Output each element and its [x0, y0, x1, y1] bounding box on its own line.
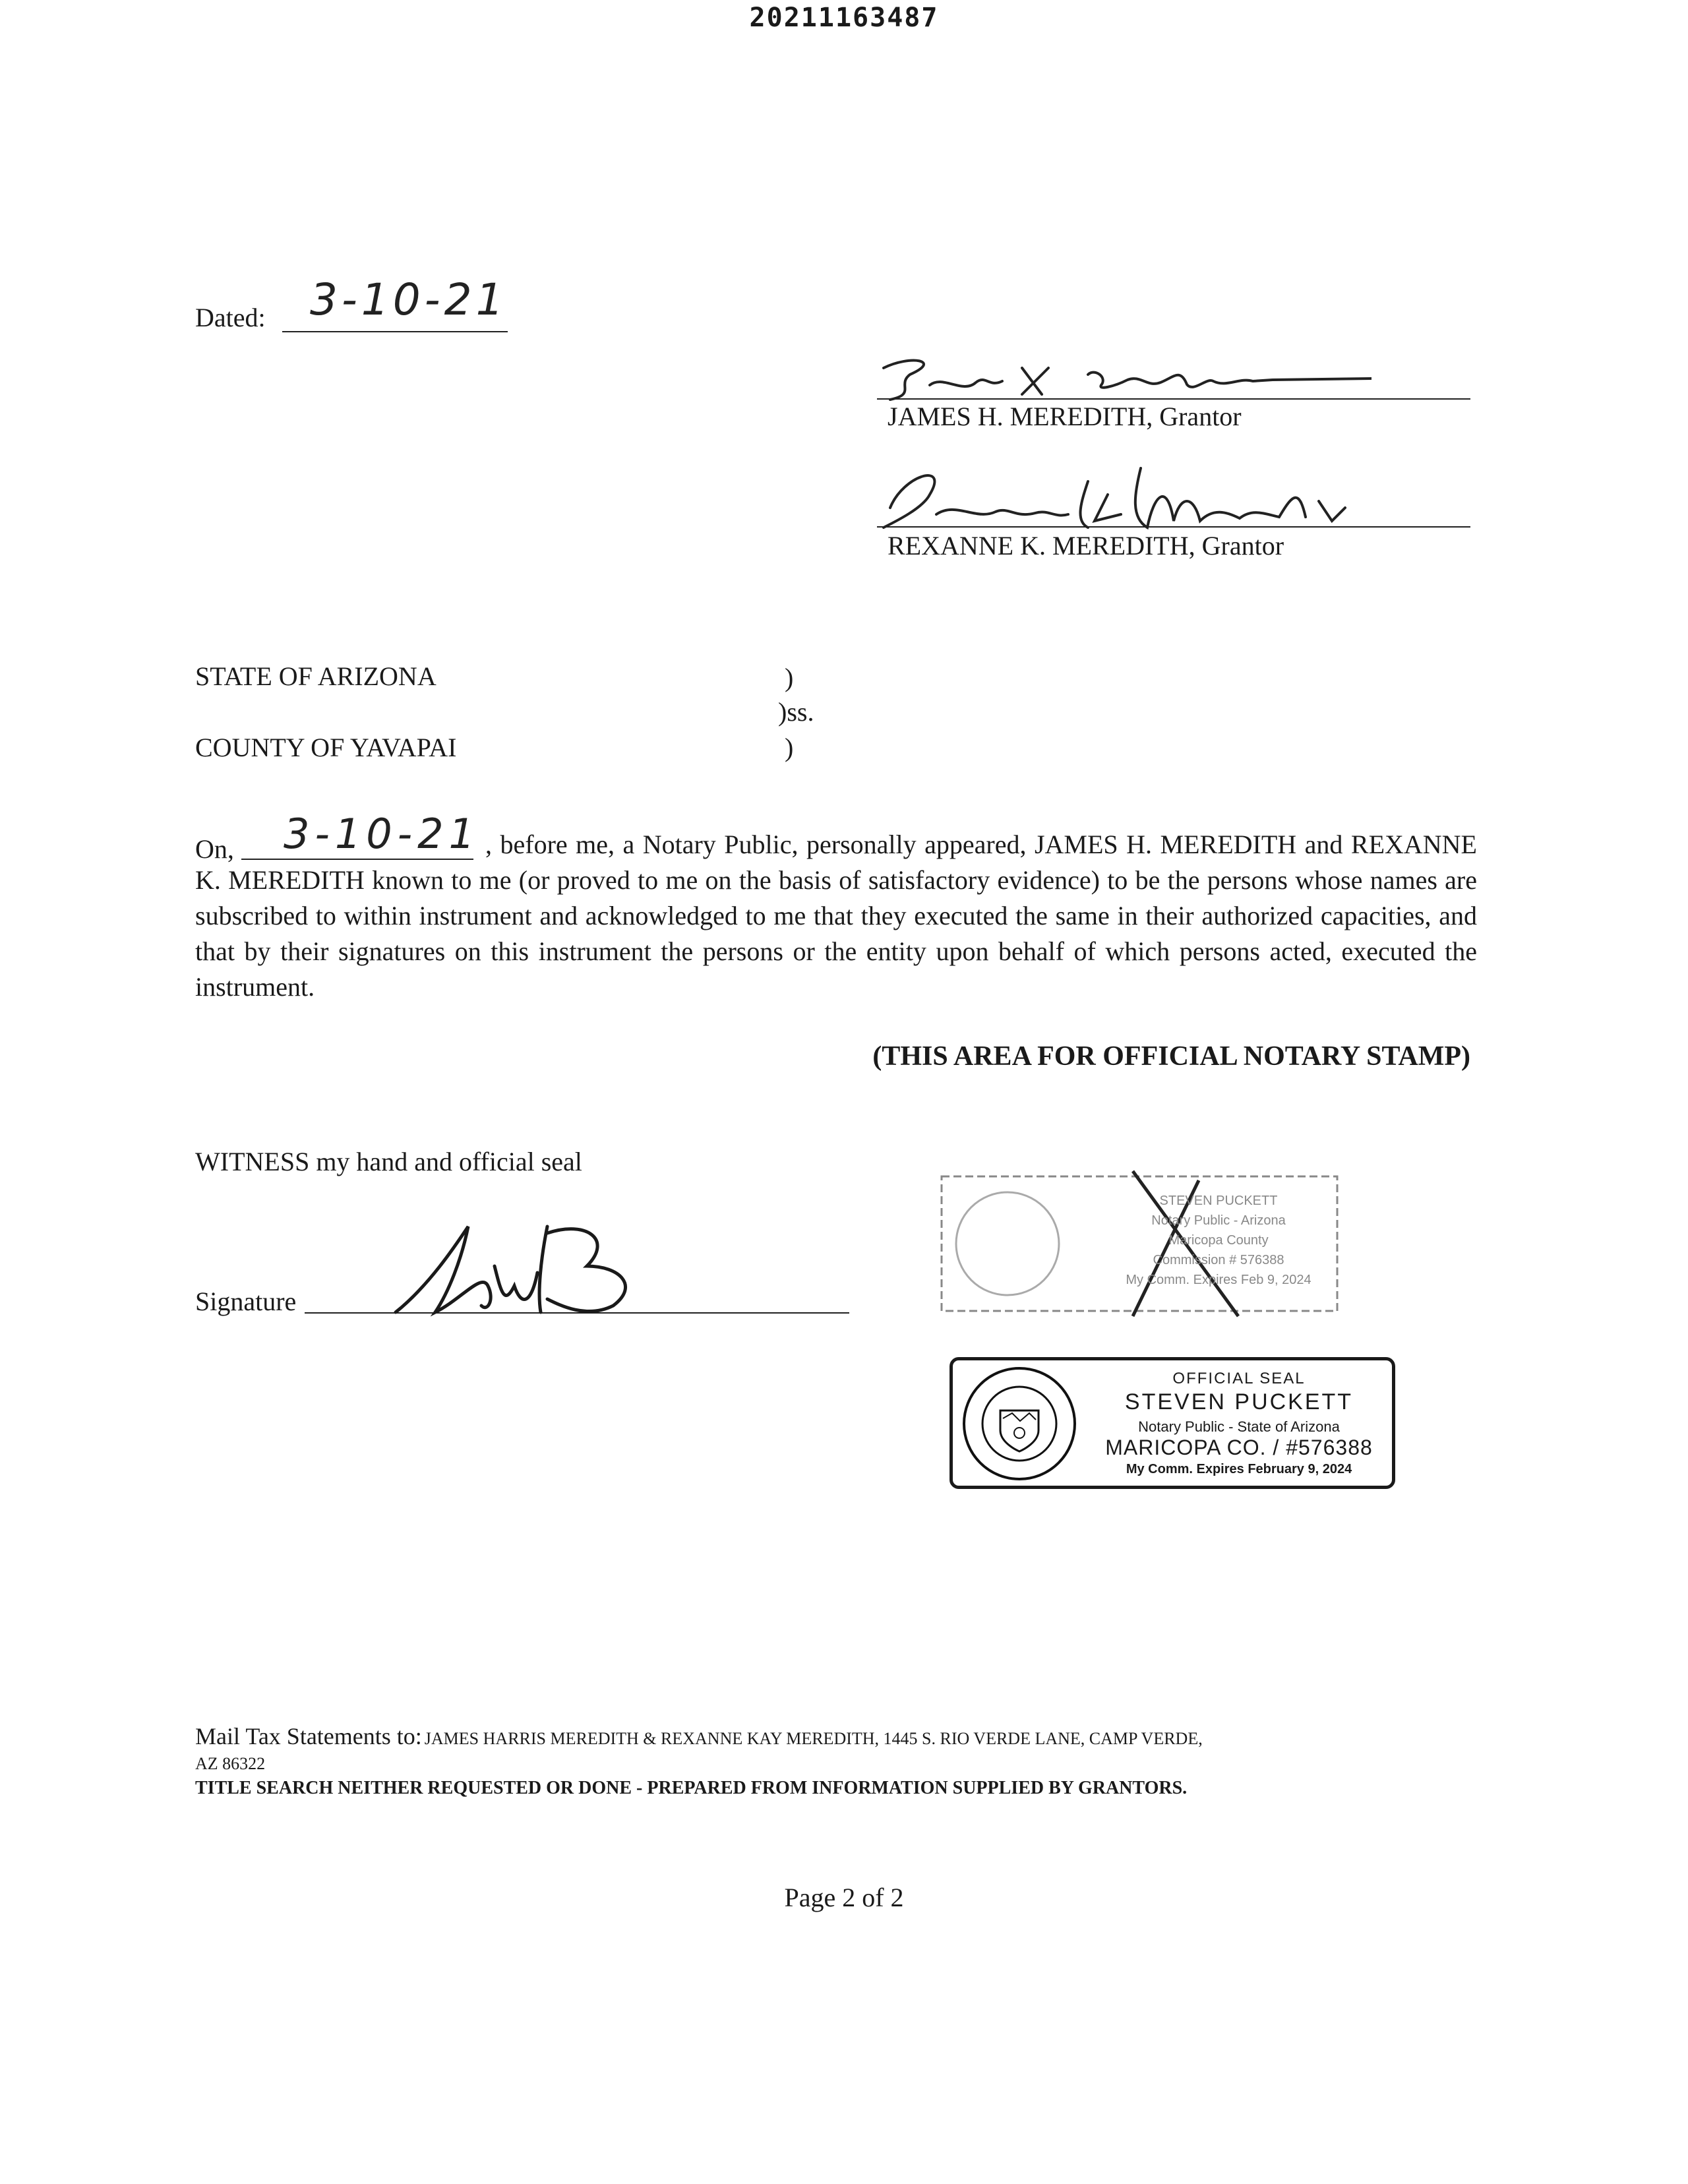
official-seal-heading: OFFICIAL SEAL: [1172, 1370, 1306, 1387]
title-search-disclaimer: TITLE SEARCH NEITHER REQUESTED OR DONE - PREPARED FROM INFORMATION SUPPLIED BY GRANTORS.: [195, 1778, 1188, 1798]
mail-tax-label: Mail Tax Statements to:: [195, 1723, 422, 1749]
crossed-stamp-commission: Commission # 576388: [1153, 1253, 1284, 1267]
crossed-stamp-name: STEVEN PUCKETT: [1159, 1194, 1278, 1208]
document-number: 20211163487: [749, 3, 939, 33]
rexanne-signature-line: [877, 526, 1470, 528]
crossed-stamp-expires: My Comm. Expires Feb 9, 2024: [1126, 1273, 1311, 1287]
crossed-stamp-county: Maricopa County: [1168, 1233, 1269, 1248]
james-grantor-label: JAMES H. MEREDITH, Grantor: [888, 402, 1242, 431]
venue-state: STATE OF ARIZONA: [195, 661, 437, 691]
venue-county: COUNTY OF YAVAPAI: [195, 733, 457, 762]
crossed-stamp-title: Notary Public - Arizona: [1151, 1213, 1286, 1228]
dated-underline: [282, 331, 508, 332]
arizona-great-seal-icon: [957, 1364, 1082, 1483]
notary-area-label: (THIS AREA FOR OFFICIAL NOTARY STAMP): [872, 1041, 1470, 1072]
mail-tax-address: JAMES HARRIS MEREDITH & REXANNE KAY MEREDITH, 1445 S. RIO VERDE LANE, CAMP VERDE,: [424, 1729, 1203, 1748]
notary-signature: [389, 1207, 646, 1325]
acknowledgment-text: , before me, a Notary Public, personally appeared, JAMES H. MEREDITH and REXANNE K. MEREDITH known to me (or proved to me on the basis of satisfactory evidence) to be the persons whose names are subscribed to within instrument and acknowledged to me that they executed the same in their authorized capacities, and that by their signatures on this instrument the persons or the entity upon behalf of which persons acted, executed the instrument.: [195, 830, 1477, 1002]
official-seal-name: STEVEN PUCKETT: [1124, 1389, 1354, 1414]
official-seal-expires: My Comm. Expires February 9, 2024: [1126, 1462, 1352, 1476]
dated-handwritten-value: 3-10-21: [310, 274, 508, 325]
official-seal-title: Notary Public - State of Arizona: [1138, 1418, 1340, 1435]
dated-label: Dated:: [195, 303, 266, 332]
ack-handwritten-date: 3-10-21: [284, 810, 480, 858]
official-notary-seal: [950, 1357, 1395, 1489]
mail-tax-statements: [195, 1722, 1474, 1750]
rexanne-grantor-label: REXANNE K. MEREDITH, Grantor: [888, 531, 1284, 561]
mail-tax-address-zip: AZ 86322: [195, 1754, 266, 1773]
rexanne-signature: [870, 455, 1372, 541]
crossed-notary-stamp: [935, 1167, 1344, 1319]
venue-paren-top: ): [785, 663, 794, 692]
page-number: Page 2 of 2: [784, 1883, 904, 1912]
venue-ss: )ss.: [778, 697, 814, 727]
official-seal-county-number: MARICOPA CO. / #576388: [1105, 1436, 1373, 1459]
venue-paren-bottom: ): [785, 733, 794, 762]
ack-on-label: On,: [195, 834, 234, 864]
james-signature-line: [877, 398, 1470, 400]
signature-label: Signature: [195, 1287, 297, 1316]
witness-text: WITNESS my hand and official seal: [195, 1147, 582, 1176]
